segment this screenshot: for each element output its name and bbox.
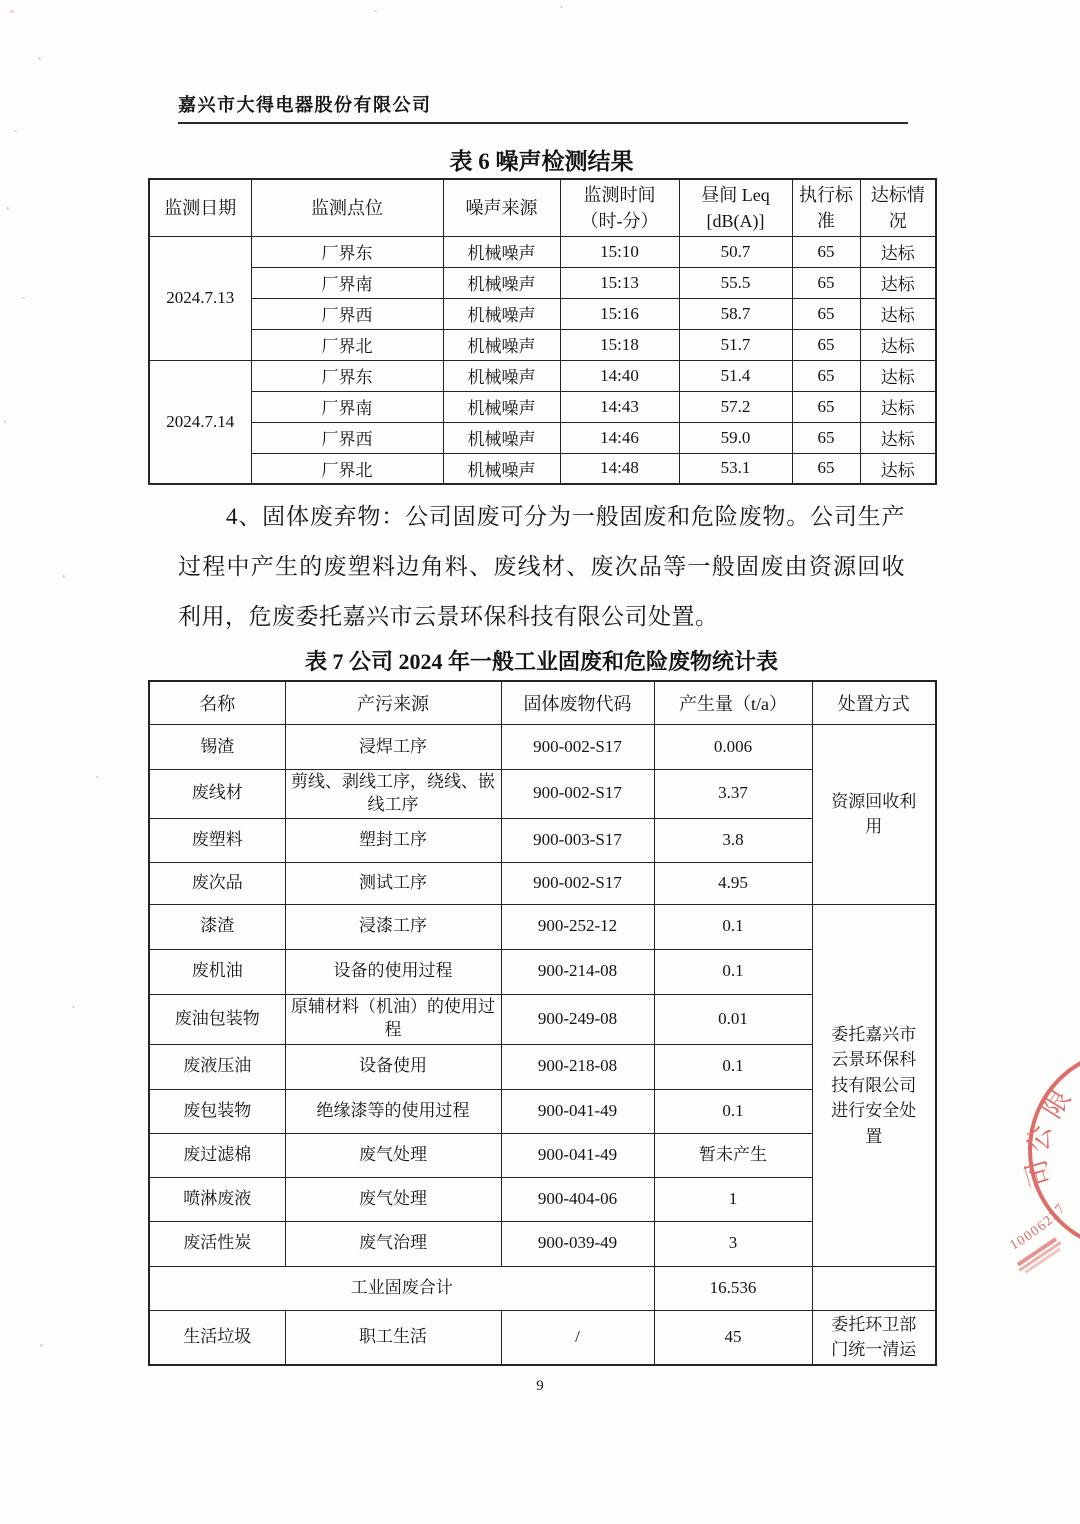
t6-standard-cell: 65	[792, 329, 860, 360]
t6-source-cell: 机械噪声	[443, 391, 560, 422]
t6-source-cell: 机械噪声	[443, 298, 560, 329]
t7-amount-cell: 0.006	[654, 725, 812, 770]
t7-source-cell: 废气处理	[285, 1177, 501, 1221]
t6-standard-cell: 65	[792, 360, 860, 391]
ink-speck	[40, 1344, 43, 1347]
t7-amount-cell: 0.1	[654, 1044, 812, 1089]
ink-speck	[96, 776, 99, 778]
ink-speck	[374, 10, 377, 12]
ink-speck	[4, 420, 6, 423]
t7-amount-cell: 3.8	[654, 818, 812, 862]
t6-time-cell: 14:40	[560, 360, 679, 391]
t6-col-time: 监测时间（时-分）	[560, 179, 679, 236]
t6-date-cell: 2024.7.14	[149, 360, 251, 484]
t6-date-cell: 2024.7.13	[149, 236, 251, 360]
t7-col-amount: 产生量（t/a）	[654, 681, 812, 725]
t7-code-cell: 900-218-08	[501, 1044, 654, 1089]
t7-col-code: 固体废物代码	[501, 681, 654, 725]
t7-name-cell: 废油包装物	[149, 994, 285, 1044]
t6-time-cell: 14:48	[560, 453, 679, 484]
t6-standard-cell: 65	[792, 267, 860, 298]
t6-status-cell: 达标	[860, 422, 936, 453]
seal-serial-number: 10006227	[1007, 1200, 1070, 1254]
seal-ring-char: 公	[1023, 1123, 1056, 1154]
svg-text:10006227	[1008, 1201, 1070, 1254]
t6-row	[149, 298, 936, 329]
t6-col-source: 噪声来源	[443, 179, 560, 236]
ink-speck	[72, 1006, 75, 1008]
t6-row	[149, 360, 936, 391]
t6-status-cell: 达标	[860, 267, 936, 298]
t7-col-name: 名称	[149, 681, 285, 725]
t6-standard-cell: 65	[792, 236, 860, 267]
t6-point-cell: 厂界南	[251, 267, 443, 298]
t7-source-cell: 废气处理	[285, 1133, 501, 1177]
disposal-text: 委托环卫部门统一清运	[831, 1314, 917, 1360]
t7-code-cell: /	[501, 1310, 654, 1365]
solid-waste-paragraph: 4、固体废弃物：公司固废可分为一般固废和危险废物。公司生产过程中产生的废塑料边角料、废线材、废次品等一般固废由资源回收利用，危废委托嘉兴市云景环保科技有限公司处置。	[178, 504, 905, 629]
t6-point-cell: 厂界北	[251, 453, 443, 484]
page-header-company: 嘉兴市大得电器股份有限公司	[178, 95, 432, 115]
table7-title: 表 7 公司 2024 年一般工业固废和危险废物统计表	[304, 649, 778, 674]
t7-code-cell: 900-039-49	[501, 1221, 654, 1266]
noise-results-table	[148, 178, 937, 485]
t7-total-row	[149, 1266, 936, 1310]
t7-code-cell: 900-041-49	[501, 1089, 654, 1133]
t6-point-cell: 厂界东	[251, 360, 443, 391]
t7-row	[149, 904, 936, 949]
ink-speck	[22, 297, 25, 299]
t7-amount-cell: 0.1	[654, 949, 812, 994]
t7-total-amount-cell: 16.536	[654, 1266, 812, 1310]
t7-household-row	[149, 1310, 936, 1365]
t6-col-point: 监测点位	[251, 179, 443, 236]
t7-name-cell: 生活垃圾	[149, 1310, 285, 1365]
seal-ring-char: 司	[1020, 1156, 1057, 1191]
t7-code-cell: 900-214-08	[501, 949, 654, 994]
t7-row	[149, 725, 936, 770]
t7-name-cell: 废次品	[149, 862, 285, 904]
red-company-seal	[1005, 1038, 1080, 1298]
t6-standard-cell: 65	[792, 391, 860, 422]
t6-point-cell: 厂界西	[251, 298, 443, 329]
t7-name-cell: 废活性炭	[149, 1221, 285, 1266]
t6-source-cell: 机械噪声	[443, 453, 560, 484]
t6-standard-cell: 65	[792, 298, 860, 329]
t6-point-cell: 厂界北	[251, 329, 443, 360]
t7-code-cell: 900-002-S17	[501, 770, 654, 819]
t7-name-cell: 废包装物	[149, 1089, 285, 1133]
ink-speck	[6, 207, 9, 210]
t6-status-cell: 达标	[860, 453, 936, 484]
t6-point-cell: 厂界西	[251, 422, 443, 453]
t6-leq-cell: 57.2	[679, 391, 792, 422]
t6-status-cell: 达标	[860, 329, 936, 360]
ink-speck	[14, 130, 17, 132]
t6-row	[149, 391, 936, 422]
t6-standard-cell: 65	[792, 453, 860, 484]
ink-speck	[62, 575, 65, 578]
t6-standard-cell: 65	[792, 422, 860, 453]
t7-name-cell: 废液压油	[149, 1044, 285, 1089]
t7-disposal-cell-household	[812, 1310, 936, 1365]
t7-source-cell: 浸焊工序	[285, 725, 501, 770]
t7-source-cell: 设备使用	[285, 1044, 501, 1089]
t7-col-source: 产污来源	[285, 681, 501, 725]
disposal-text: 资源回收利用	[831, 791, 917, 837]
t6-leq-cell: 59.0	[679, 422, 792, 453]
t6-row	[149, 267, 936, 298]
t6-time-cell: 15:18	[560, 329, 679, 360]
t7-header-row	[149, 681, 936, 725]
t7-total-label-cell: 工业固废合计	[149, 1266, 654, 1310]
t7-name-cell: 锡渣	[149, 725, 285, 770]
t7-code-cell: 900-404-06	[501, 1177, 654, 1221]
t7-source-cell: 绝缘漆等的使用过程	[285, 1089, 501, 1133]
t7-source-cell: 测试工序	[285, 862, 501, 904]
t7-name-cell: 废过滤棉	[149, 1133, 285, 1177]
t7-code-cell: 900-002-S17	[501, 862, 654, 904]
t6-time-cell: 14:43	[560, 391, 679, 422]
ink-speck	[10, 10, 14, 13]
seal-ring-char: 限	[1036, 1084, 1077, 1124]
t7-source-cell: 废气治理	[285, 1221, 501, 1266]
table6-title: 表 6 噪声检测结果	[449, 149, 634, 174]
t7-name-cell: 漆渣	[149, 904, 285, 949]
t6-source-cell: 机械噪声	[443, 236, 560, 267]
t7-col-disposal: 处置方式	[812, 681, 936, 725]
t6-time-cell: 15:10	[560, 236, 679, 267]
t7-source-cell: 职工生活	[285, 1310, 501, 1365]
t7-code-cell: 900-003-S17	[501, 818, 654, 862]
t6-leq-cell: 51.4	[679, 360, 792, 391]
t6-leq-cell: 50.7	[679, 236, 792, 267]
t6-row	[149, 329, 936, 360]
t6-time-cell: 15:13	[560, 267, 679, 298]
t7-source-cell: 塑封工序	[285, 818, 501, 862]
ink-speck	[38, 57, 41, 60]
t6-row	[149, 236, 936, 267]
t6-leq-cell: 53.1	[679, 453, 792, 484]
t7-disposal-cell-recycle	[812, 725, 936, 905]
t7-source-cell: 浸漆工序	[285, 904, 501, 949]
t7-code-cell: 900-002-S17	[501, 725, 654, 770]
t7-amount-cell: 3.37	[654, 770, 812, 819]
t6-point-cell: 厂界东	[251, 236, 443, 267]
disposal-text: 委托嘉兴市云景环保科技有限公司进行安全处置	[831, 1024, 917, 1146]
t7-amount-cell: 4.95	[654, 862, 812, 904]
t7-code-cell: 900-041-49	[501, 1133, 654, 1177]
t6-col-leq: 昼间 Leq [dB(A)]	[679, 179, 792, 236]
t7-name-cell: 废线材	[149, 770, 285, 819]
t6-time-cell: 15:16	[560, 298, 679, 329]
page-number: 9	[536, 1378, 544, 1394]
t7-name-cell: 喷淋废液	[149, 1177, 285, 1221]
t6-point-cell: 厂界南	[251, 391, 443, 422]
t7-amount-cell: 1	[654, 1177, 812, 1221]
t6-status-cell: 达标	[860, 360, 936, 391]
t7-source-cell: 原辅材料（机油）的使用过程	[285, 994, 501, 1044]
t6-row	[149, 422, 936, 453]
t7-disposal-cell-hazard	[812, 904, 936, 1266]
t6-col-standard: 执行标准	[792, 179, 860, 236]
t7-code-cell: 900-249-08	[501, 994, 654, 1044]
t7-name-cell: 废机油	[149, 949, 285, 994]
t6-leq-cell: 51.7	[679, 329, 792, 360]
header-rule	[178, 122, 908, 124]
t7-amount-cell: 0.01	[654, 994, 812, 1044]
t6-time-cell: 14:46	[560, 422, 679, 453]
t7-amount-cell: 3	[654, 1221, 812, 1266]
t6-header-row	[149, 179, 936, 236]
t6-source-cell: 机械噪声	[443, 267, 560, 298]
t7-amount-cell: 45	[654, 1310, 812, 1365]
t7-source-cell: 剪线、剥线工序，绕线、嵌线工序	[285, 770, 501, 819]
t7-amount-cell: 0.1	[654, 904, 812, 949]
t7-name-cell: 废塑料	[149, 818, 285, 862]
t7-amount-cell: 0.1	[654, 1089, 812, 1133]
t6-row	[149, 453, 936, 484]
t6-source-cell: 机械噪声	[443, 360, 560, 391]
t7-total-disposal-cell-empty	[812, 1266, 936, 1310]
t6-status-cell: 达标	[860, 236, 936, 267]
t6-leq-cell: 55.5	[679, 267, 792, 298]
t6-col-date: 监测日期	[149, 179, 251, 236]
t6-leq-cell: 58.7	[679, 298, 792, 329]
t7-source-cell: 设备的使用过程	[285, 949, 501, 994]
t6-source-cell: 机械噪声	[443, 422, 560, 453]
t7-code-cell: 900-252-12	[501, 904, 654, 949]
t6-status-cell: 达标	[860, 298, 936, 329]
t6-source-cell: 机械噪声	[443, 329, 560, 360]
t7-amount-cell: 暂未产生	[654, 1133, 812, 1177]
ink-speck	[560, 6, 563, 8]
t6-col-status: 达标情况	[860, 179, 936, 236]
t6-status-cell: 达标	[860, 391, 936, 422]
solid-waste-table	[148, 680, 937, 1366]
